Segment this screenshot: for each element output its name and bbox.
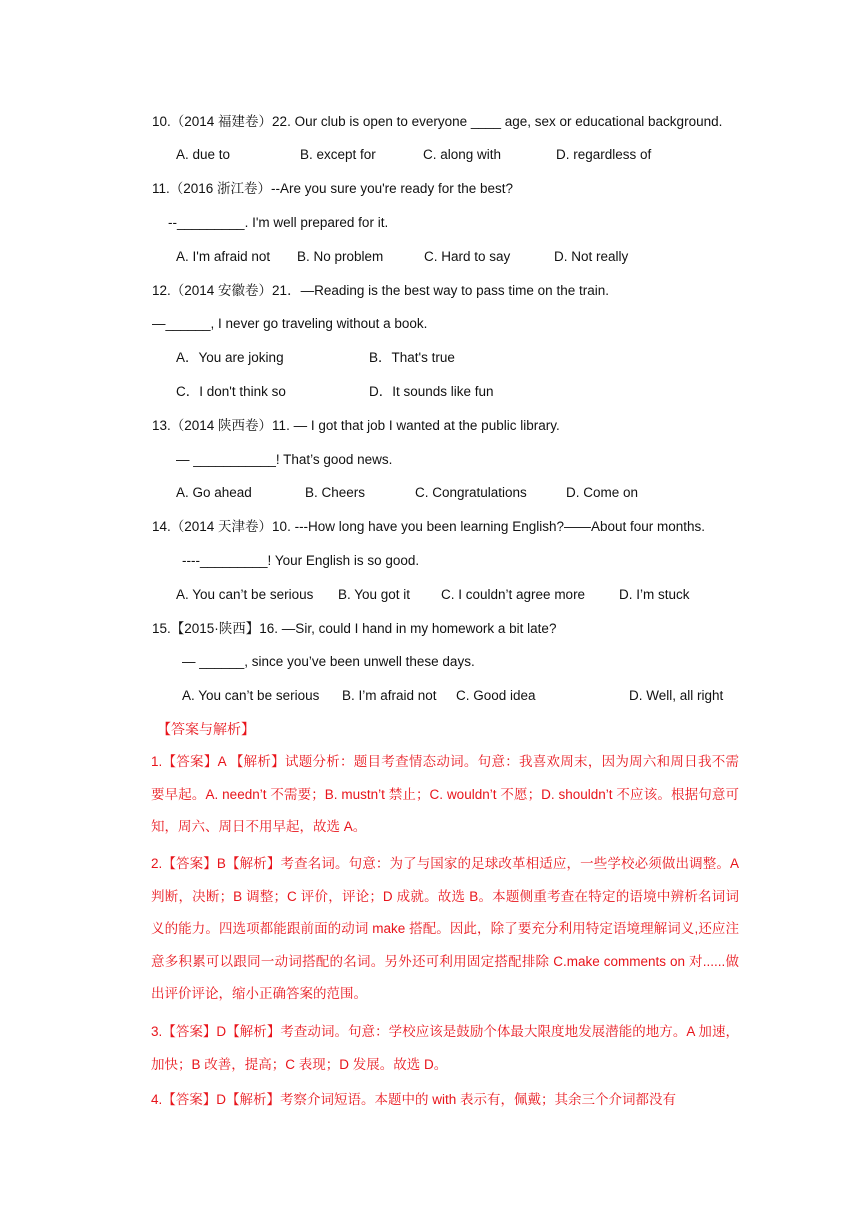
question-10-option-b: B. except for [300,147,376,162]
question-12-option-a: A．You are joking [176,350,284,365]
answer-4 [123,1084,739,1117]
question-11-option-d: D. Not really [554,249,629,264]
question-10-stem: 10.（2014 福建卷）22. Our club is open to everyone ____ age, sex or educational background. [152,114,723,129]
answer-3-text: 3.【答案】D【解析】考查动词。句意：学校应该是鼓励个体最大限度地发展潜能的地方。A 加速，加快；B 改善，提高；C 表现；D 发展。故选 D。 [151,1024,739,1072]
answer-1 [123,746,739,844]
question-15-option-d: D. Well, all right [629,688,724,703]
question-15-stem: 15.【2015·陕西】16. —Sir, could I hand in my homework a bit late? [152,621,557,636]
question-14-stem: 14.（2014 天津卷）10. ---How long have you been learning English?——About four months. [152,519,706,534]
question-14-option-d: D. I’m stuck [619,587,690,602]
question-13-reply: — ___________! That’s good news. [176,452,393,467]
question-14-option-a: A. You can’t be serious [176,587,314,602]
question-11-reply: --_________. I'm well prepared for it. [168,215,389,230]
question-12-option-d: D．It sounds like fun [369,384,494,399]
question-14-option-b: B. You got it [338,587,411,602]
question-11-option-a: A. I'm afraid not [176,249,271,264]
answer-3 [123,1016,739,1081]
answer-2-text: 2.【答案】B【解析】考查名词。句意：为了与国家的足球改革相适应，一些学校必须做出调整。A 判断，决断；B 调整；C 评价，评论；D 成就。故选 B。本题侧重考查在特定的语境中辨析名词词义的能力。四选项都能跟前面的动词 make 搭配。因此，除了要充分利用特定语境理解词义,还应注意多积累可以跟同一动词搭配的名词。另外还可利用固定搭配排除 C.make comments on 对......做出评价评论，缩小正确答案的范围。 [151,856,739,1001]
question-13-option-a: A. Go ahead [176,485,252,500]
question-11-option-b: B. No problem [297,249,384,264]
question-10-option-a: A. due to [176,147,231,162]
question-12-option-b: B．That's true [369,350,455,365]
question-12-stem: 12.（2014 安徽卷）21．—Reading is the best way to pass time on the train. [152,283,609,298]
question-15-reply: — ______, since you’ve been unwell these days. [182,654,475,669]
question-11-stem: 11.（2016 浙江卷）--Are you sure you're ready for the best? [152,181,513,196]
question-10-option-d: D. regardless of [556,147,652,162]
question-15-option-b: B. I’m afraid not [342,688,437,703]
answer-1-text: 1.【答案】A 【解析】试题分析：题目考查情态动词。句意：我喜欢周末，因为周六和周日我不需要早起。A. needn’t 不需要；B. mustn’t 禁止；C. wouldn’t 不愿；D. shouldn’t 不应该。根据句意可知，周六、周日不用早起，故选 A。 [151,754,739,834]
question-13-stem: 13.（2014 陕西卷）11. — I got that job I wanted at the public library. [152,418,560,433]
question-12-option-c: C．I don't think so [176,384,286,399]
answer-2 [123,848,739,1011]
question-13-option-d: D. Come on [566,485,639,500]
answer-4-text: 4.【答案】D【解析】考察介词短语。本题中的 with 表示有，佩戴；其余三个介词都没有 [151,1092,677,1107]
answers-heading: 【答案与解析】 [157,721,255,737]
question-14-option-c: C. I couldn’t agree more [441,587,586,602]
question-13-option-b: B. Cheers [305,485,366,500]
question-12-reply: —______, I never go traveling without a book. [152,316,428,331]
question-15-option-a: A. You can’t be serious [182,688,320,703]
question-11-option-c: C. Hard to say [424,249,511,264]
question-13-option-c: C. Congratulations [415,485,527,500]
question-15-option-c: C. Good idea [456,688,536,703]
question-14-reply: ----_________! Your English is so good. [182,553,420,568]
question-10-option-c: C. along with [423,147,502,162]
